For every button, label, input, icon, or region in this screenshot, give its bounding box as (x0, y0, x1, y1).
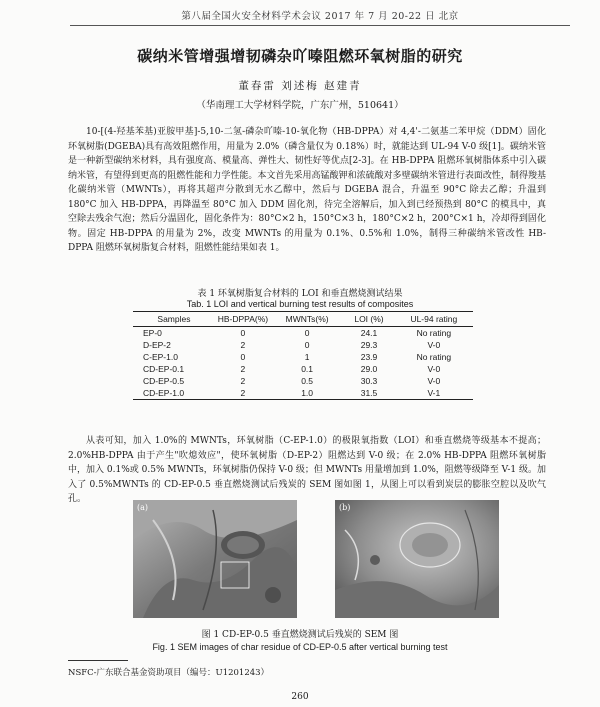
table-row (133, 387, 473, 400)
table-cell: V-0 (427, 340, 441, 350)
table-cell: 2 (240, 364, 246, 374)
table-cell: 29.3 (360, 340, 378, 350)
table-cell: V-0 (427, 364, 441, 374)
table-header: UL-94 rating (395, 312, 473, 327)
table-cell: 0.5 (301, 376, 314, 386)
table-caption-en: Tab. 1 LOI and vertical burning test results of composites (186, 299, 414, 309)
footnote: NSFC-广东联合基金资助项目（编号：U1201243） (68, 668, 270, 678)
footnote-divider (68, 660, 128, 661)
panel-label-a: (a) (137, 503, 149, 512)
table-cell: 0 (240, 352, 246, 362)
paper-title: 碳纳米管增强增韧磷杂吖嗪阻燃环氧树脂的研究 (137, 47, 463, 65)
figure-caption-cn: 图 1 CD-EP-0.5 垂直燃烧测试后残炭的 SEM 图 (201, 630, 399, 640)
table-row (133, 375, 473, 387)
sem-image-a (133, 500, 297, 618)
table-cell: 2 (215, 387, 271, 400)
table-cell: C-EP-1.0 (143, 352, 178, 362)
running-header: 第八届全国火安全材料学术会议 2017 年 7 月 20-22 日 北京 (70, 8, 570, 26)
table-row (133, 339, 473, 351)
table-cell: No rating (416, 352, 452, 362)
authors: 董春雷 刘述梅 赵建青 (238, 80, 362, 92)
table-cell: 31.5 (343, 387, 394, 400)
affiliation: （华南理工大学材料学院，广东广州，510641） (196, 100, 404, 111)
table-header: Samples (133, 312, 215, 327)
page-number: 260 (291, 692, 309, 702)
table-cell: 2 (240, 340, 246, 350)
table-row (133, 327, 473, 340)
table-row (133, 351, 473, 363)
panel-label-b: (b) (339, 503, 351, 512)
figure-caption-en: Fig. 1 SEM images of char residue of CD-EP-0.5 after vertical burning test (152, 642, 448, 652)
table-cell: No rating (416, 328, 452, 338)
paragraph-intro: 10-[(4-羟基苯基)亚胺甲基]-5,10-二氢-磷杂吖嗪-10-氧化物（HB-DPPA）对 4,4'-二氨基二苯甲烷（DDM）固化环氧树脂(DGEBA)具有高效阻燃作用，用量为 2.0%（磷含量仅为 0.18%）时，就能达到 UL-94 V-0 级[1]。碳纳米管是一种新型碳纳米材料，具有强度高、模量高、弹性大、韧性好等优点[2-3]。在 HB-DPPA 阻燃环氧树脂体系中引入碳纳米管，有望得到更高的阻燃性能和力学性能。本文首先采用高锰酸钾和浓硫酸对多壁碳纳米管进行表面改性，制得羧基化碳纳米管（MWNTs），再将其超声分散到无水乙醇中，然后与 DGEBA 混合，升温至 90°C 除去乙醇；升温到 180°C 加入 HB-DPPA，再降温至 80°C 加入 DDM 固化剂，待完全溶解后，加入到已经预热到 80°C 的模具中，真空除去残余气泡；然后分温固化，固化条件为：80°C×2 h，150°C×3 h，180°C×2 h，200°C×1 h，冷却得到固化物。固定 HB-DPPA 的用量为 2%，改变 MWNTs 的用量为 0.1%、0.5%和 1.0%，制得三种碳纳米管改性 HB-DPPA 阻燃环氧树脂复合材料，阻燃性能结果如表 1。 (68, 127, 546, 253)
results-table (133, 311, 473, 400)
table-cell: 0 (304, 340, 310, 350)
table-cell: CD-EP-0.1 (143, 364, 185, 374)
table-cell: EP-0 (143, 328, 162, 338)
table-caption-cn: 表 1 环氧树脂复合材料的 LOI 和垂直燃烧测试结果 (197, 289, 403, 299)
table-cell: 24.1 (360, 328, 378, 338)
table-cell: V-0 (427, 376, 441, 386)
table-cell: 30.3 (360, 376, 378, 386)
table-cell: 0.1 (301, 364, 314, 374)
table-cell: V-1 (395, 387, 473, 400)
table-header: HB-DPPA(%) (215, 312, 271, 327)
table-row (133, 363, 473, 375)
table-header: MWNTs(%) (271, 312, 343, 327)
table-cell: 2 (240, 376, 246, 386)
table-cell: CD-EP-0.5 (143, 376, 185, 386)
table-cell: 23.9 (360, 352, 378, 362)
table-cell: 1 (304, 352, 310, 362)
table-cell: D-EP-2 (143, 340, 171, 350)
table-cell: 1.0 (271, 387, 343, 400)
table-cell: 29.0 (360, 364, 378, 374)
table-cell: 0 (240, 328, 246, 338)
table-cell: CD-EP-1.0 (133, 387, 215, 400)
table-header: LOI (%) (343, 312, 394, 327)
paragraph-discussion: 从表可知，加入 1.0%的 MWNTs，环氧树脂（C-EP-1.0）的极限氧指数（LOI）和垂直燃烧等级基本不提高；2.0%HB-DPPA 由于产生"吹熄效应"，使环氧树脂（D-EP-2）阻燃达到 V-0 级；在 2.0% HB-DPPA 阻燃环氧树脂中，加入 0.1%或 0.5% MWNTs，环氧树脂仍保持 V-0 级；但 MWNTs 用量增加到 1.0%，阻燃等级降至 V-1 级。加入了 0.5%MWNTs 的 CD-EP-0.5 垂直燃烧测试后残炭的 SEM 图如图 1，从图上可以看到炭层的膨胀空腔以及吹气孔。 (68, 436, 546, 504)
table-cell: 0 (304, 328, 310, 338)
sem-image-b (335, 500, 499, 618)
